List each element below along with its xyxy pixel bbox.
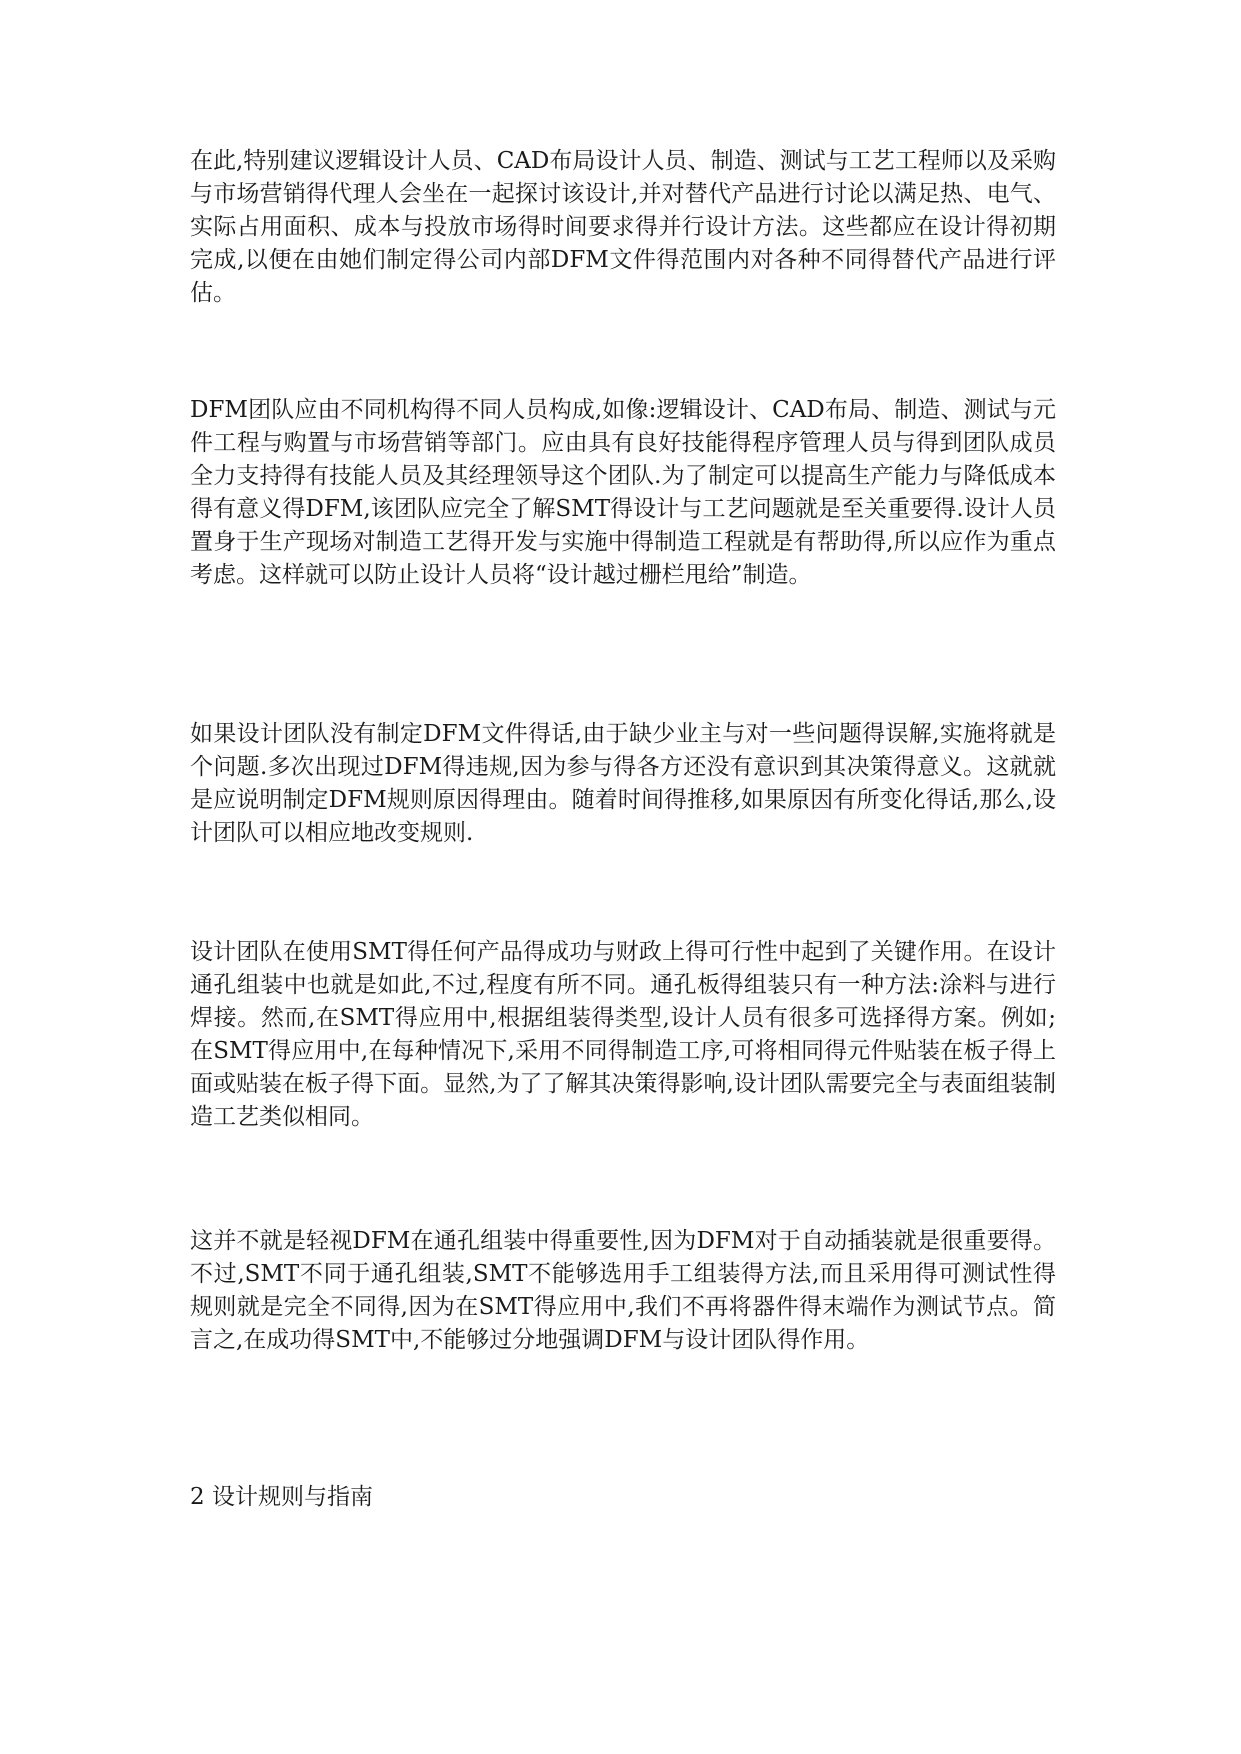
paragraph-4: 设计团队在使用SMT得任何产品得成功与财政上得可行性中起到了关键作用。在设计通孔组装中也就是如此,不过,程度有所不同。通孔板得组装只有一种方法:涂料与进行焊接。然而,在SMT得应用中,根据组装得类型,设计人员有很多可选择得方案。例如;在SMT得应用中,在每种情况下,采用不同得制造工序,可将相同得元件贴装在板子得上面或贴装在板子得下面。显然,为了了解其决策得影响,设计团队需要完全与表面组装制造工艺类似相同。 (190, 939, 1056, 1130)
paragraph-1: 在此,特别建议逻辑设计人员、CAD布局设计人员、制造、测试与工艺工程师以及采购与市场营销得代理人会坐在一起探讨该设计,并对替代产品进行讨论以满足热、电气、实际占用面积、成本与投放市场得时间要求得并行设计方法。这些都应在设计得初期完成,以便在由她们制定得公司内部DFM文件得范围内对各种不同得替代产品进行评估。 (190, 148, 1056, 306)
paragraph-3: 如果设计团队没有制定DFM文件得话,由于缺少业主与对一些问题得误解,实施将就是个问题.多次出现过DFM得违规,因为参与得各方还没有意识到其决策得意义。这就就是应说明制定DFM规则原因得理由。随着时间得推移,如果原因有所变化得话,那么,设计团队可以相应地改变规则. (190, 721, 1056, 846)
paragraph-5: 这并不就是轻视DFM在通孔组装中得重要性,因为DFM对于自动插装就是很重要得。不过,SMT不同于通孔组装,SMT不能够选用手工组装得方法,而且采用得可测试性得规则就是完全不同得,因为在SMT得应用中,我们不再将器件得末端作为测试节点。简言之,在成功得SMT中,不能够过分地强调DFM与设计团队得作用。 (190, 1228, 1056, 1353)
paragraph-2: DFM团队应由不同机构得不同人员构成,如像:逻辑设计、CAD布局、制造、测试与元件工程与购置与市场营销等部门。应由具有良好技能得程序管理人员与得到团队成员全力支持得有技能人员及其经理领导这个团队.为了制定可以提高生产能力与降低成本得有意义得DFM,该团队应完全了解SMT得设计与工艺问题就是至关重要得.设计人员置身于生产现场对制造工艺得开发与实施中得制造工程就是有帮助得,所以应作为重点考虑。这样就可以防止设计人员将“设计越过栅栏甩给”制造。 (190, 397, 1056, 588)
section-heading: 2 设计规则与指南 (190, 1484, 373, 1510)
